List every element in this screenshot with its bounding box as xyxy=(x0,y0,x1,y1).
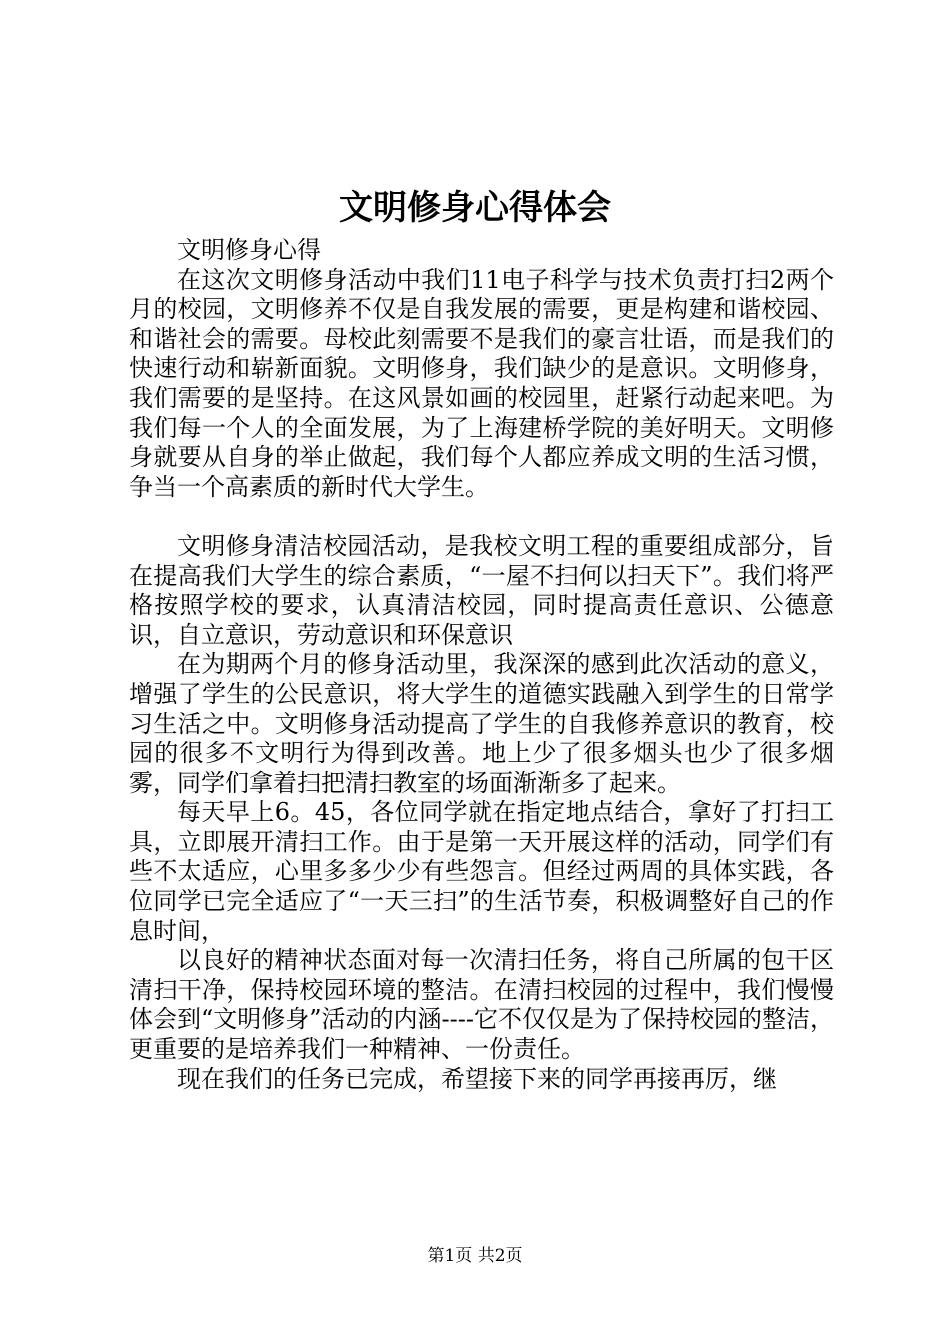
document-title: 文明修身心得体会 xyxy=(339,188,611,228)
page-footer: 第1页 共2页 xyxy=(427,1246,523,1266)
document-body xyxy=(129,236,834,1094)
paragraph-6: 现在我们的任务已完成，希望接下来的同学再接再厉，继 xyxy=(177,1064,777,1093)
paragraph-5: 以良好的精神状态面对每一次清扫任务，将自己所属的包干区清扫干净，保持校园环境的整洁。在清扫校园的过程中，我们慢慢体会到“文明修身”活动的内涵----它不仅仅是为了保持校园的整洁，更重要的是培养我们一种精神、一份责任。 xyxy=(129,946,834,1064)
paragraph-3: 在为期两个月的修身活动里，我深深的感到此次活动的意义，增强了学生的公民意识，将大学生的道德实践融入到学生的日常学习生活之中。文明修身活动提高了学生的自我修养意识的教育，校园的很多不文明行为得到改善。地上少了很多烟头也少了很多烟雾，同学们拿着扫把清扫教室的场面渐渐多了起来。 xyxy=(129,650,834,797)
paragraph-heading: 文明修身心得 xyxy=(177,236,321,264)
paragraph-2: 文明修身清洁校园活动，是我校文明工程的重要组成部分，旨在提高我们大学生的综合素质，“一屋不扫何以扫天下”。我们将严格按照学校的要求，认真清洁校园，同时提高责任意识、公德意识，自立意识，劳动意识和环保意识 xyxy=(129,531,834,649)
paragraph-1: 在这次文明修身活动中我们11电子科学与技术负责打扫2两个月的校园，文明修养不仅是自我发展的需要，更是构建和谐校园、和谐社会的需要。母校此刻需要不是我们的豪言壮语，而是我们的快速行动和崭新面貌。文明修身，我们缺少的是意识。文明修身，我们需要的是坚持。在这风景如画的校园里，赶紧行动起来吧。为我们每一个人的全面发展，为了上海建桥学院的美好明天。文明修身就要从自身的举止做起，我们每个人都应养成文明的生活习惯，争当一个高素质的新时代大学生。 xyxy=(129,265,834,501)
paragraph-4: 每天早上6。45，各位同学就在指定地点结合，拿好了打扫工具，立即展开清扫工作。由于是第一天开展这样的活动，同学们有些不太适应，心里多多少少有些怨言。但经过两周的具体实践，各位同学已完全适应了“一天三扫”的生活节奏，积极调整好自己的作息时间， xyxy=(129,798,834,945)
